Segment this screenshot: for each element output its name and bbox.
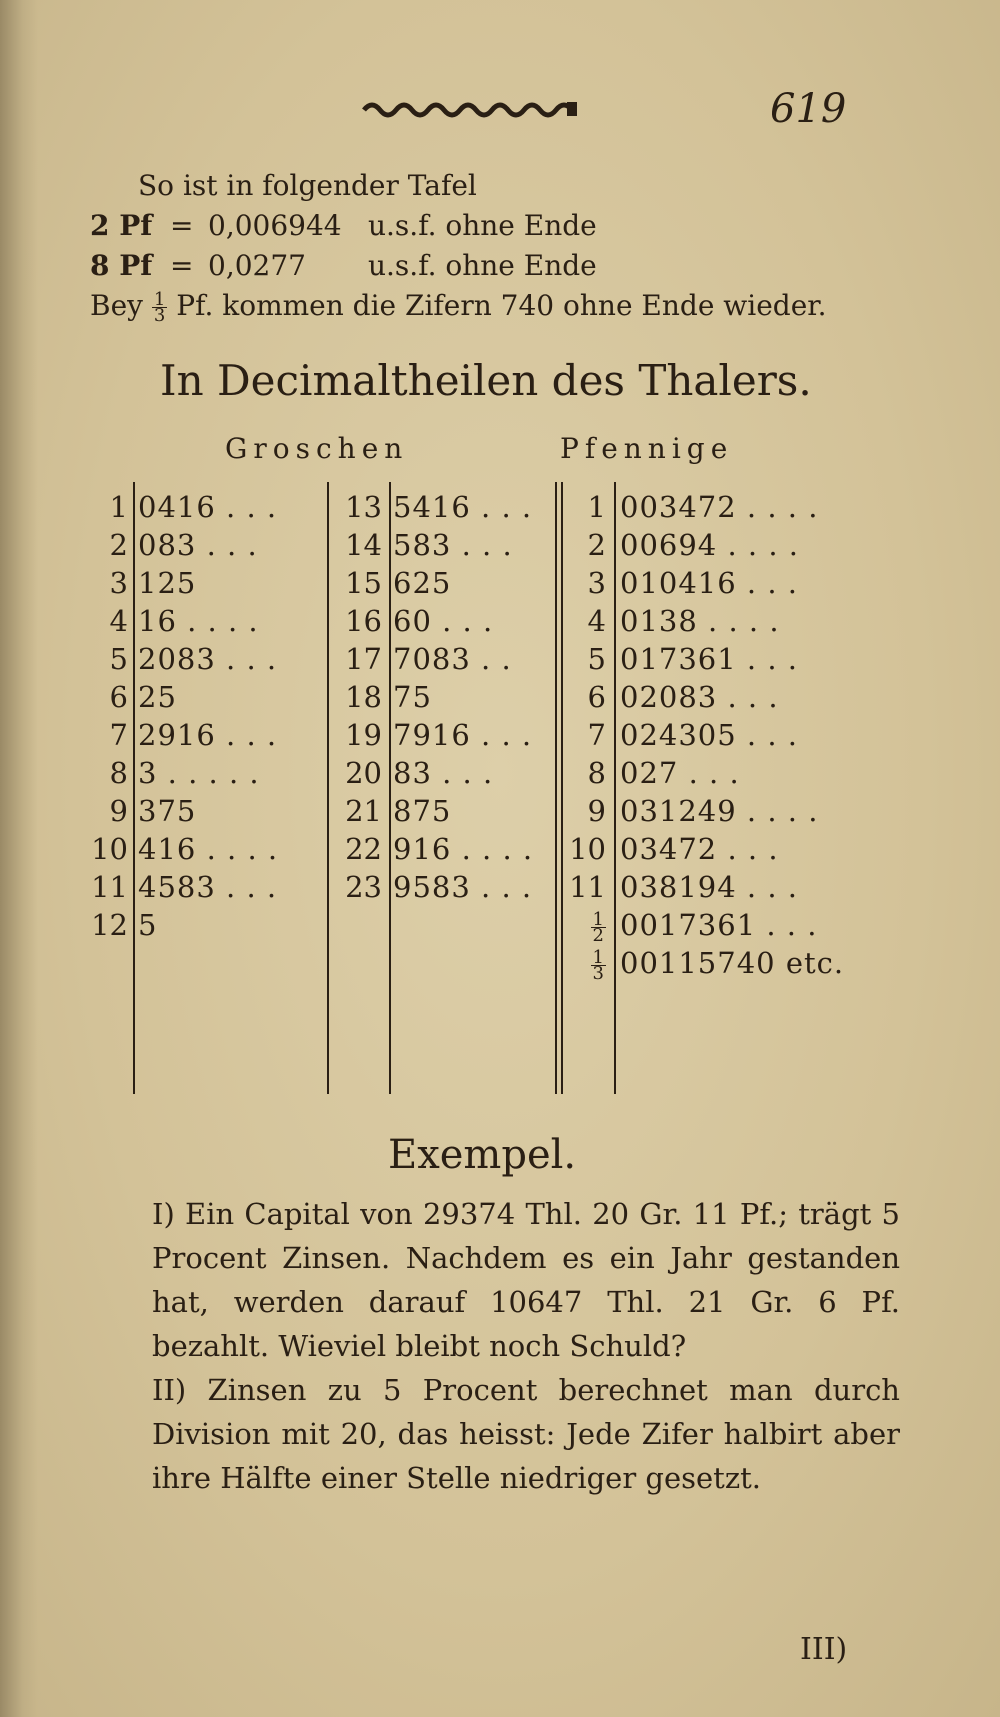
table-row [560, 526, 880, 564]
table-row [330, 716, 555, 754]
row-number: 10 [91, 832, 128, 866]
table-row [330, 526, 555, 564]
row-number: 22 [345, 832, 382, 866]
table-row [90, 716, 310, 754]
table-row [90, 792, 310, 830]
table-row [560, 792, 880, 830]
row-value: 3 . . . . . [138, 756, 260, 790]
intro-4-rest: Pf. kommen die Zifern 740 ohne Ende wieder. [176, 289, 827, 322]
intro-2-value: 0,006944 [208, 209, 342, 242]
paragraph-2: II) Zinsen zu 5 Procent berechnet man durch Division mit 20, das heisst: Jede Zifer halbirt aber ihre Hälfte einer Stelle niedriger gesetzt. [152, 1373, 900, 1495]
row-number: 13 [345, 490, 382, 524]
table-row [90, 602, 310, 640]
row-number: 9 [109, 794, 128, 828]
row-number: 7 [587, 718, 606, 752]
row-number: 11 [569, 870, 606, 904]
row-number: 20 [345, 756, 382, 790]
row-value: 03472 . . . [620, 832, 779, 866]
example-title: Exempel. [388, 1132, 577, 1178]
row-value: 2916 . . . [138, 718, 278, 752]
body-text [90, 1192, 900, 1500]
row-value: 00694 . . . . [620, 528, 799, 562]
row-value: 003472 . . . . [620, 490, 819, 524]
groschen-table-left [90, 488, 310, 944]
row-number: 1 [587, 490, 606, 524]
table-row [90, 906, 310, 944]
fraction [591, 908, 606, 946]
intro-line-3 [90, 246, 910, 286]
intro-2-label: 2 Pf [90, 209, 153, 242]
table-row-fraction [560, 906, 880, 944]
row-value: 5 [138, 908, 158, 942]
row-number: 5 [109, 642, 128, 676]
paragraph-1: I) Ein Capital von 29374 Thl. 20 Gr. 11 Pf.; trägt 5 Procent Zinsen. Nachdem es ein Jahr gestanden hat, werden darauf 10647 Thl. 21 Gr. 6 Pf. bezahlt. Wieviel bleibt noch Schuld? [152, 1197, 900, 1363]
groschen-header: Groschen [225, 432, 409, 465]
table-row [560, 640, 880, 678]
fraction-denominator: 3 [592, 962, 604, 984]
row-value: 375 [138, 794, 197, 828]
row-number: 17 [345, 642, 382, 676]
catchword: III) [800, 1632, 848, 1667]
row-number: 19 [345, 718, 382, 752]
row-number: 10 [569, 832, 606, 866]
row-value: 0017361 . . . [620, 908, 818, 942]
row-number: 7 [109, 718, 128, 752]
row-number: 2 [587, 528, 606, 562]
fraction-numerator: 1 [153, 289, 166, 310]
row-number: 4 [587, 604, 606, 638]
row-value: 7083 . . [393, 642, 512, 676]
page-edge-shadow [0, 0, 38, 1717]
ornament-graphic [362, 96, 582, 120]
row-fraction [560, 944, 606, 982]
intro-line-4 [90, 286, 910, 326]
table-row [560, 564, 880, 602]
row-number: 3 [587, 566, 606, 600]
row-number: 9 [587, 794, 606, 828]
row-value: 00115740 etc. [620, 946, 845, 980]
intro-3-tail: u.s.f. ohne Ende [368, 249, 597, 282]
table-row-fraction [560, 944, 880, 982]
table-row [560, 868, 880, 906]
intro-4-fraction [152, 289, 167, 326]
table-row [330, 488, 555, 526]
row-value: 2083 . . . [138, 642, 278, 676]
intro-4-prefix: Bey [90, 289, 143, 322]
intro-line-2 [90, 206, 910, 246]
table-rule [327, 482, 329, 1094]
row-value: 0416 . . . [138, 490, 278, 524]
table-row [90, 754, 310, 792]
table-row [560, 602, 880, 640]
row-number: 8 [109, 756, 128, 790]
row-value: 027 . . . [620, 756, 740, 790]
fraction-denominator: 2 [592, 924, 604, 946]
row-value: 024305 . . . [620, 718, 799, 752]
intro-3-label: 8 Pf [90, 249, 153, 282]
row-value: 583 . . . [393, 528, 513, 562]
row-fraction [560, 906, 606, 944]
pfennige-header: Pfennige [560, 432, 734, 465]
row-number: 2 [109, 528, 128, 562]
row-number: 23 [345, 870, 382, 904]
row-number: 5 [587, 642, 606, 676]
row-value: 60 . . . [393, 604, 494, 638]
fraction-numerator: 1 [592, 908, 604, 930]
row-number: 12 [91, 908, 128, 942]
row-value: 9583 . . . [393, 870, 533, 904]
header-ornament [362, 96, 582, 120]
row-value: 7916 . . . [393, 718, 533, 752]
table-row [330, 830, 555, 868]
row-value: 017361 . . . [620, 642, 799, 676]
row-value: 4583 . . . [138, 870, 278, 904]
table-row [90, 640, 310, 678]
row-number: 14 [345, 528, 382, 562]
page-number: 619 [770, 86, 847, 132]
row-number: 11 [91, 870, 128, 904]
intro-block [90, 166, 910, 326]
row-value: 83 . . . [393, 756, 494, 790]
row-value: 031249 . . . . [620, 794, 819, 828]
fraction-denominator: 3 [153, 305, 166, 326]
table-row [90, 830, 310, 868]
table-row [90, 488, 310, 526]
row-value: 25 [138, 680, 177, 714]
table-row [560, 716, 880, 754]
table-row [560, 488, 880, 526]
row-value: 125 [138, 566, 197, 600]
section-heading: In Decimaltheilen des Thalers. [160, 356, 812, 405]
row-value: 02083 . . . [620, 680, 779, 714]
row-value: 875 [393, 794, 452, 828]
row-value: 75 [393, 680, 432, 714]
table-row [330, 792, 555, 830]
row-number: 1 [109, 490, 128, 524]
table-row [330, 754, 555, 792]
table-row [330, 868, 555, 906]
row-number: 21 [345, 794, 382, 828]
intro-3-eq: = [170, 249, 194, 282]
table-row [330, 640, 555, 678]
row-value: 010416 . . . [620, 566, 799, 600]
row-value: 083 . . . [138, 528, 258, 562]
row-number: 8 [587, 756, 606, 790]
row-value: 416 . . . . [138, 832, 279, 866]
row-value: 916 . . . . [393, 832, 534, 866]
pfennige-table [560, 488, 880, 982]
groschen-table-right [330, 488, 555, 906]
fraction-numerator: 1 [592, 946, 604, 968]
row-number: 4 [109, 604, 128, 638]
table-row [560, 678, 880, 716]
row-number: 3 [109, 566, 128, 600]
row-number: 6 [587, 680, 606, 714]
row-number: 6 [109, 680, 128, 714]
row-value: 5416 . . . [393, 490, 533, 524]
table-row [90, 526, 310, 564]
row-value: 16 . . . . [138, 604, 259, 638]
table-row [90, 564, 310, 602]
table-row [90, 678, 310, 716]
table-row [330, 564, 555, 602]
table-rule [555, 482, 557, 1094]
table-row [560, 830, 880, 868]
intro-2-tail: u.s.f. ohne Ende [368, 209, 597, 242]
intro-line-1: So ist in folgender Tafel [138, 169, 477, 202]
row-value: 625 [393, 566, 452, 600]
row-number: 18 [345, 680, 382, 714]
intro-3-value: 0,0277 [208, 249, 306, 282]
table-row [330, 602, 555, 640]
row-number: 15 [345, 566, 382, 600]
fraction [591, 946, 606, 984]
row-value: 038194 . . . [620, 870, 799, 904]
table-row [330, 678, 555, 716]
table-row [560, 754, 880, 792]
row-value: 0138 . . . . [620, 604, 780, 638]
row-number: 16 [345, 604, 382, 638]
table-row [90, 868, 310, 906]
intro-2-eq: = [170, 209, 194, 242]
